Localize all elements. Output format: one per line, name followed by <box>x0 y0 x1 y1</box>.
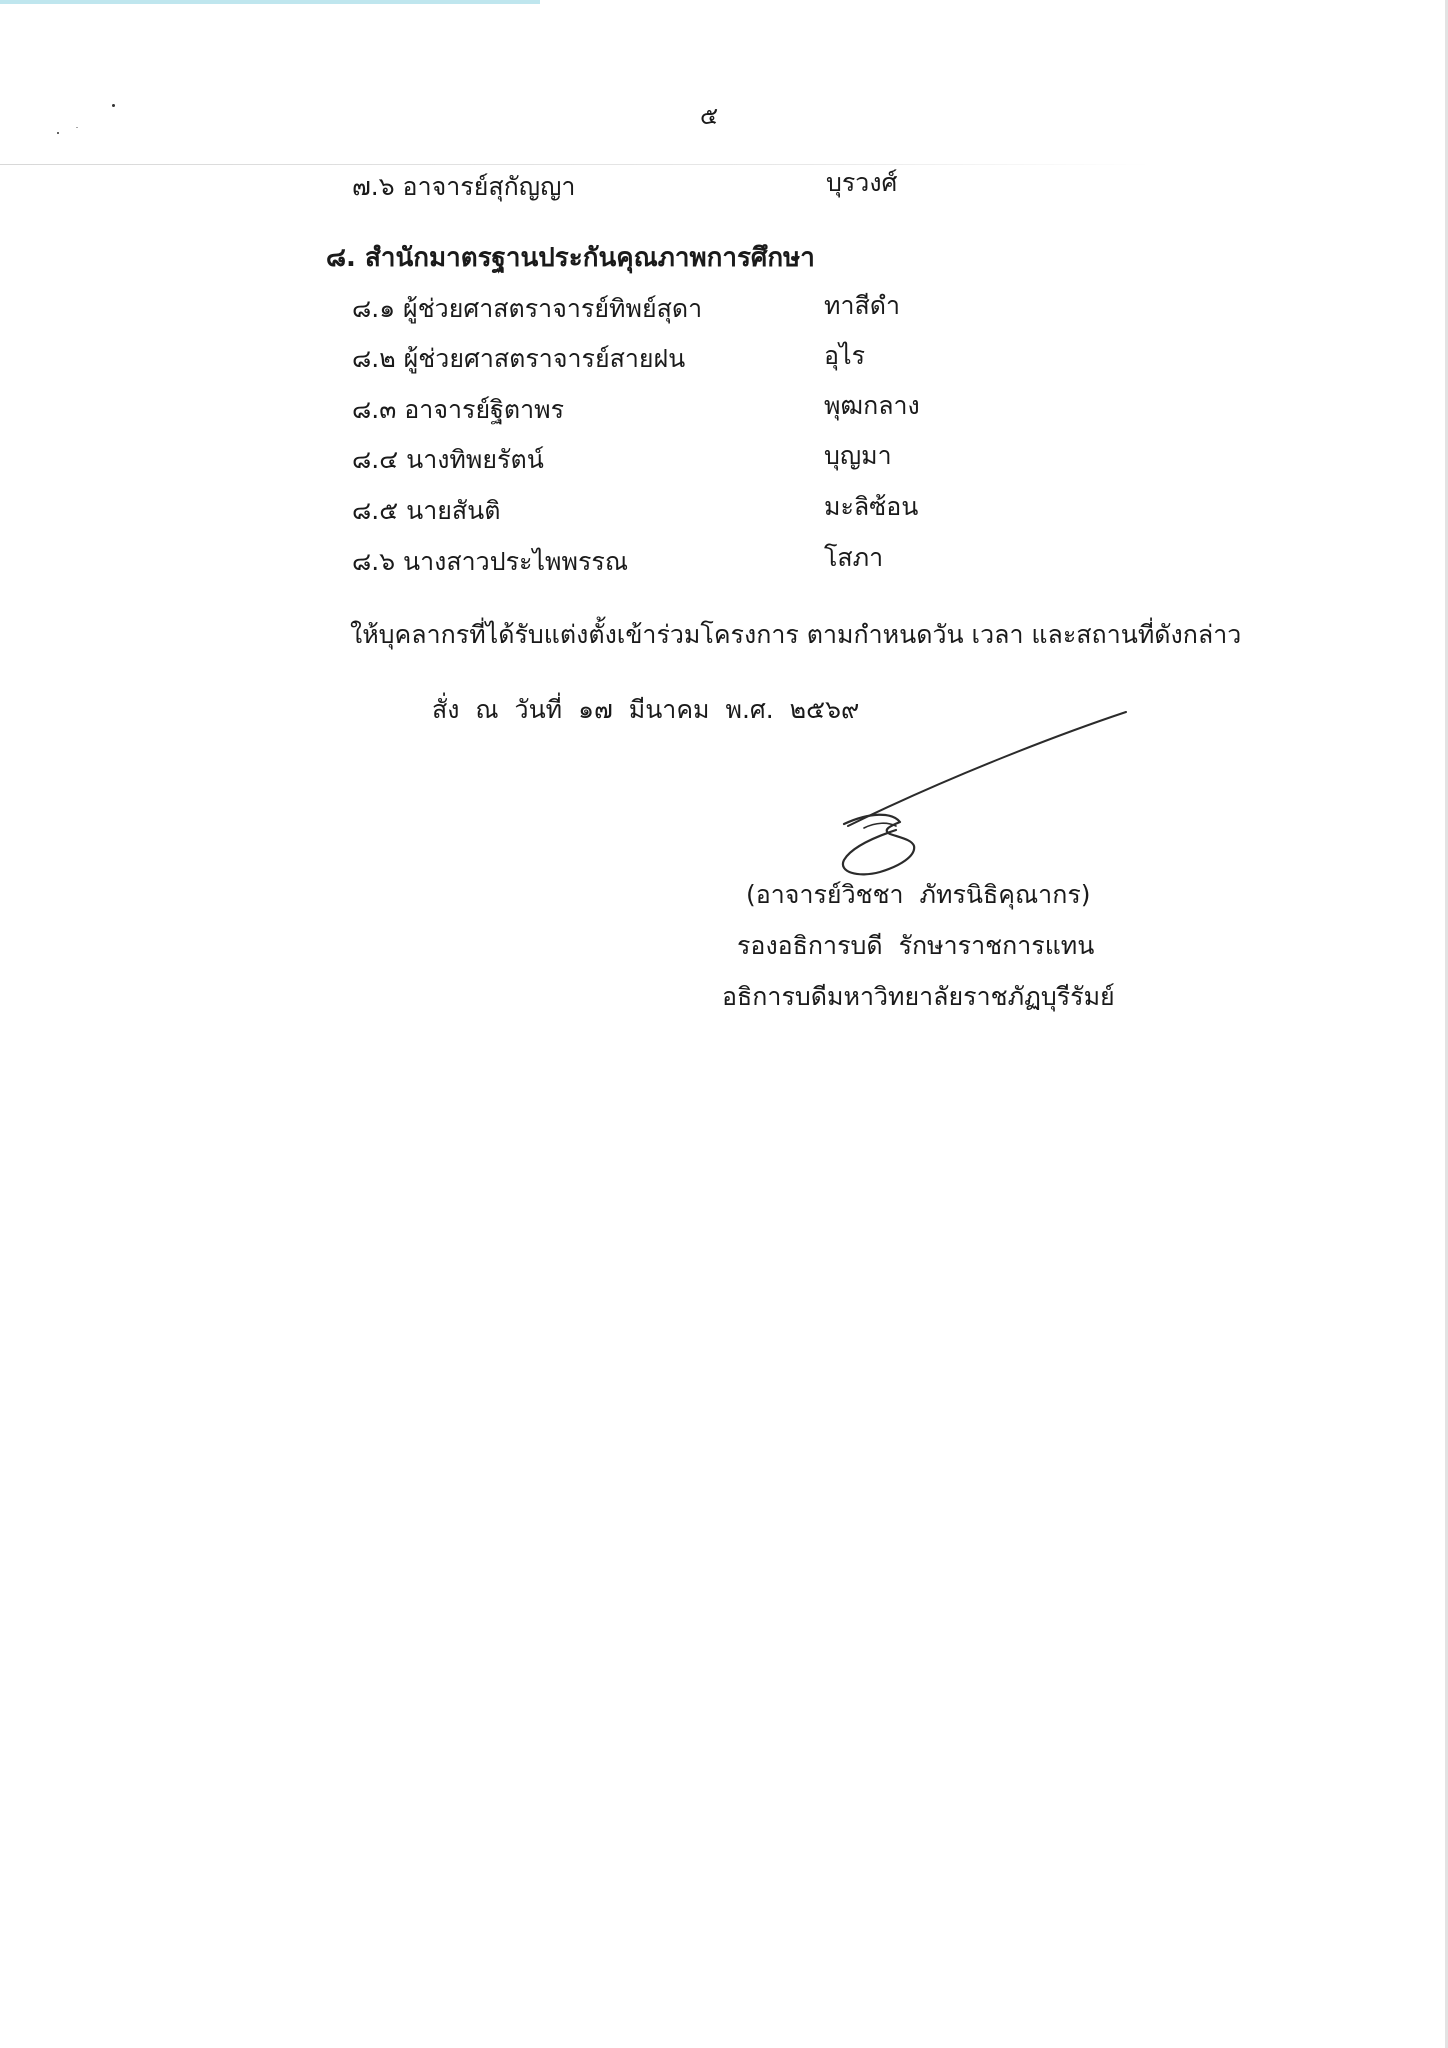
member-surname: โสภา <box>824 543 884 572</box>
member-surname: อุไร <box>824 341 866 370</box>
scan-speck <box>112 104 115 107</box>
section-heading: ๘. สำนักมาตรฐานประกันคุณภาพการศึกษา <box>326 243 815 273</box>
member-label: ๘.๔ นางทิพยรัตน์ <box>352 445 544 474</box>
member-surname: มะลิซ้อน <box>824 492 919 521</box>
member-label: ๘.๖ นางสาวประไพพรรณ <box>352 547 629 576</box>
signatory-position-line-2: อธิการบดีมหาวิทยาลัยราชภัฏบุรีรัมย์ <box>722 982 1115 1011</box>
scan-speck <box>57 132 59 134</box>
signatory-position-line-1: รองอธิการบดี รักษาราชการแทน <box>737 931 1095 960</box>
closing-instruction: ให้บุคลากรที่ได้รับแต่งตั้งเข้าร่วมโครงการ ตามกำหนดวัน เวลา และสถานที่ดังกล่าว <box>350 620 1242 649</box>
member-surname: บุญมา <box>824 441 892 470</box>
member-label: ๘.๑ ผู้ช่วยศาสตราจารย์ทิพย์สุดา <box>352 294 703 323</box>
member-surname-7-6: บุรวงศ์ <box>826 168 898 197</box>
member-label: ๘.๕ นายสันติ <box>352 496 501 525</box>
member-label: ๘.๓ อาจารย์ฐิตาพร <box>352 395 565 424</box>
scan-speck <box>76 127 78 128</box>
scan-top-edge <box>0 0 540 4</box>
scan-fold-line <box>0 164 1150 165</box>
signatory-name: (อาจารย์วิชชา ภัทรนิธิคุณากร) <box>746 880 1091 909</box>
member-surname: พุฒกลาง <box>824 391 920 420</box>
page-number: ๕ <box>700 102 719 130</box>
signature-mark <box>830 700 1150 890</box>
order-date: สั่ง ณ วันที่ ๑๗ มีนาคม พ.ศ. ๒๕๖๙ <box>432 695 860 724</box>
member-surname: ทาสีดำ <box>824 291 901 320</box>
member-label-7-6: ๗.๖ อาจารย์สุกัญญา <box>352 172 576 201</box>
member-label: ๘.๒ ผู้ช่วยศาสตราจารย์สายฝน <box>352 344 686 373</box>
